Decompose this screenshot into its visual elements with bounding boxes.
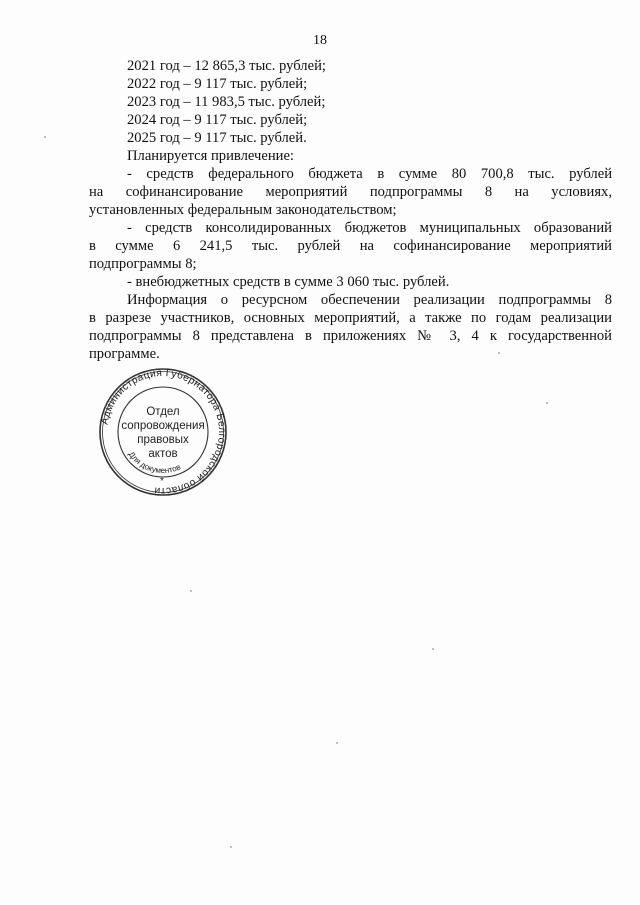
scan-speck	[190, 590, 192, 592]
stamp-inner-text: Для документов	[126, 449, 182, 476]
paragraph-line: установленных федеральным законодательством;	[89, 202, 397, 218]
stamp-ring-text: Администрация Губернатора Белгородской области	[99, 367, 228, 497]
scan-speck	[432, 648, 434, 650]
planned-heading: Планируется привлечение:	[127, 148, 294, 164]
stamp-line: сопровождения	[121, 420, 205, 432]
budget-line-2025: 2025 год – 9 117 тыс. рублей.	[127, 130, 307, 146]
scan-speck	[498, 352, 500, 354]
budget-line-2023: 2023 год – 11 983,5 тыс. рублей;	[127, 94, 326, 110]
scan-speck	[230, 846, 232, 848]
stamp-line: Отдел	[146, 406, 180, 418]
paragraph-line: подпрограммы 8 представлена в приложениях № 3, 4 к государственной	[89, 328, 612, 344]
paragraph-line: подпрограммы 8;	[89, 256, 197, 272]
stamp-line: актов	[148, 448, 178, 460]
paragraph-line: в сумме 6 241,5 тыс. рублей на софинансирование мероприятий	[89, 238, 612, 254]
scan-speck	[546, 402, 548, 404]
paragraph-line: - средств консолидированных бюджетов муниципальных образований	[127, 220, 612, 236]
page-number: 18	[313, 33, 327, 48]
official-stamp	[96, 367, 230, 497]
stamp-center-text	[96, 405, 230, 461]
paragraph-line: Информация о ресурсном обеспечении реализации подпрограммы 8	[127, 292, 612, 308]
scan-speck	[44, 136, 46, 138]
paragraph-line: - внебюджетных средств в сумме 3 060 тыс. рублей.	[127, 274, 450, 290]
scan-speck	[336, 742, 338, 744]
budget-line-2024: 2024 год – 9 117 тыс. рублей;	[127, 112, 308, 128]
stamp-star-icon: *	[160, 476, 164, 487]
paragraph-line: - средств федерального бюджета в сумме 80 700,8 тыс. рублей	[127, 166, 612, 182]
paragraph-line: в разрезе участников, основных мероприятий, а также по годам реализации	[89, 310, 612, 326]
budget-line-2022: 2022 год – 9 117 тыс. рублей;	[127, 76, 308, 92]
paragraph-line: на софинансирование мероприятий подпрограммы 8 на условиях,	[89, 184, 612, 200]
budget-line-2021: 2021 год – 12 865,3 тыс. рублей;	[127, 58, 326, 74]
stamp-line: правовых	[137, 434, 189, 446]
paragraph-line: программе.	[89, 346, 160, 362]
